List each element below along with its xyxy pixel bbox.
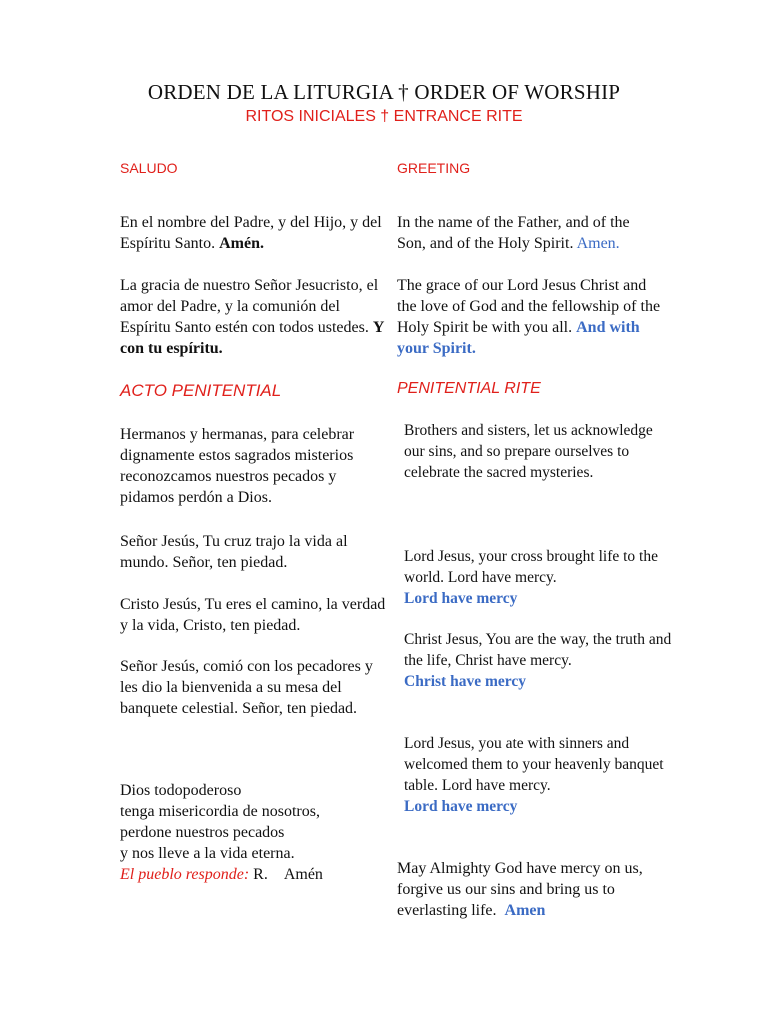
es-greeting-text bbox=[120, 212, 388, 254]
en-absolution-response: Amen bbox=[504, 902, 546, 919]
en-invocation-1-response: Lord have mercy bbox=[404, 590, 518, 607]
es-grace-response: Y con tu espíritu. bbox=[120, 319, 384, 357]
es-grace-text bbox=[120, 275, 388, 359]
penitential-rite-heading: PENITENTIAL RITE bbox=[397, 380, 541, 397]
en-grace-body: The grace of our Lord Jesus Christ and the love of God and the fellowship of the Holy Spirit be with you all. bbox=[397, 277, 661, 336]
en-invocation-2-text: Christ Jesus, You are the way, the truth and the life, Christ have mercy. bbox=[404, 631, 672, 669]
en-greeting-body: In the name of the Father, and of the Son, and of the Holy Spirit. bbox=[397, 214, 630, 252]
es-greeting-response: Amén. bbox=[219, 235, 264, 252]
es-penitential-intro: Hermanos y hermanas, para celebrar dignamente estos sagrados misterios reconozcamos nuestros pecados y pidamos perdón a Dios. bbox=[120, 426, 355, 506]
section-subtitle: RITOS INICIALES † ENTRANCE RITE bbox=[245, 108, 523, 125]
es-people-response bbox=[120, 864, 388, 885]
es-absolution-line-3: perdone nuestros pecados bbox=[120, 824, 285, 841]
es-greeting-body: En el nombre del Padre, y del Hijo, y del Espíritu Santo. bbox=[120, 214, 382, 252]
saludo-heading: SALUDO bbox=[120, 160, 178, 176]
es-invocation-1: Señor Jesús, Tu cruz trajo la vida al mundo. Señor, ten piedad. bbox=[120, 533, 348, 571]
en-absolution-text: May Almighty God have mercy on us, forgive us our sins and bring us to everlasting life. bbox=[397, 860, 643, 919]
es-absolution-line-1: Dios todopoderoso bbox=[120, 782, 242, 799]
en-grace-text bbox=[397, 275, 662, 359]
en-invocation-1-text: Lord Jesus, your cross brought life to the world. Lord have mercy. bbox=[404, 548, 658, 586]
en-grace-response: And with your Spirit. bbox=[397, 319, 640, 357]
en-penitential-intro: Brothers and sisters, let us acknowledge our sins, and so prepare ourselves to celebrate the sacred mysteries. bbox=[404, 422, 653, 481]
es-invocation-3: Señor Jesús, comió con los pecadores y les dio la bienvenida a su mesa del banquete celestial. Señor, ten piedad. bbox=[120, 658, 373, 717]
es-absolution-line-2: tenga misericordia de nosotros, bbox=[120, 803, 320, 820]
es-absolution-line-4: y nos lleve a la vida eterna. bbox=[120, 845, 295, 862]
en-invocation-3 bbox=[404, 733, 674, 817]
es-invocation-2: Cristo Jesús, Tu eres el camino, la verdad y la vida, Cristo, ten piedad. bbox=[120, 596, 386, 634]
es-absolution bbox=[120, 780, 388, 885]
en-invocation-3-response: Lord have mercy bbox=[404, 798, 518, 815]
en-greeting-text bbox=[397, 212, 659, 254]
es-grace-body: La gracia de nuestro Señor Jesucristo, el amor del Padre, y la comunión del Espíritu Santo estén con todos ustedes. bbox=[120, 277, 379, 336]
en-invocation-2-response: Christ have mercy bbox=[404, 673, 526, 690]
en-absolution bbox=[397, 858, 667, 921]
es-people-r: R. bbox=[253, 866, 268, 883]
en-invocation-1 bbox=[404, 546, 674, 609]
en-invocation-3-text: Lord Jesus, you ate with sinners and welcomed them to your heavenly banquet table. Lord have mercy. bbox=[404, 735, 664, 794]
acto-penitential-heading: ACTO PENITENTIAL bbox=[120, 381, 282, 400]
greeting-heading: GREETING bbox=[397, 160, 471, 176]
es-people-amen: Amén bbox=[283, 866, 323, 883]
en-invocation-2 bbox=[404, 629, 674, 692]
es-people-label: El pueblo responde: bbox=[120, 866, 250, 883]
en-greeting-response: Amen. bbox=[576, 235, 620, 252]
page-title: ORDEN DE LA LITURGIA † ORDER OF WORSHIP bbox=[147, 80, 621, 104]
